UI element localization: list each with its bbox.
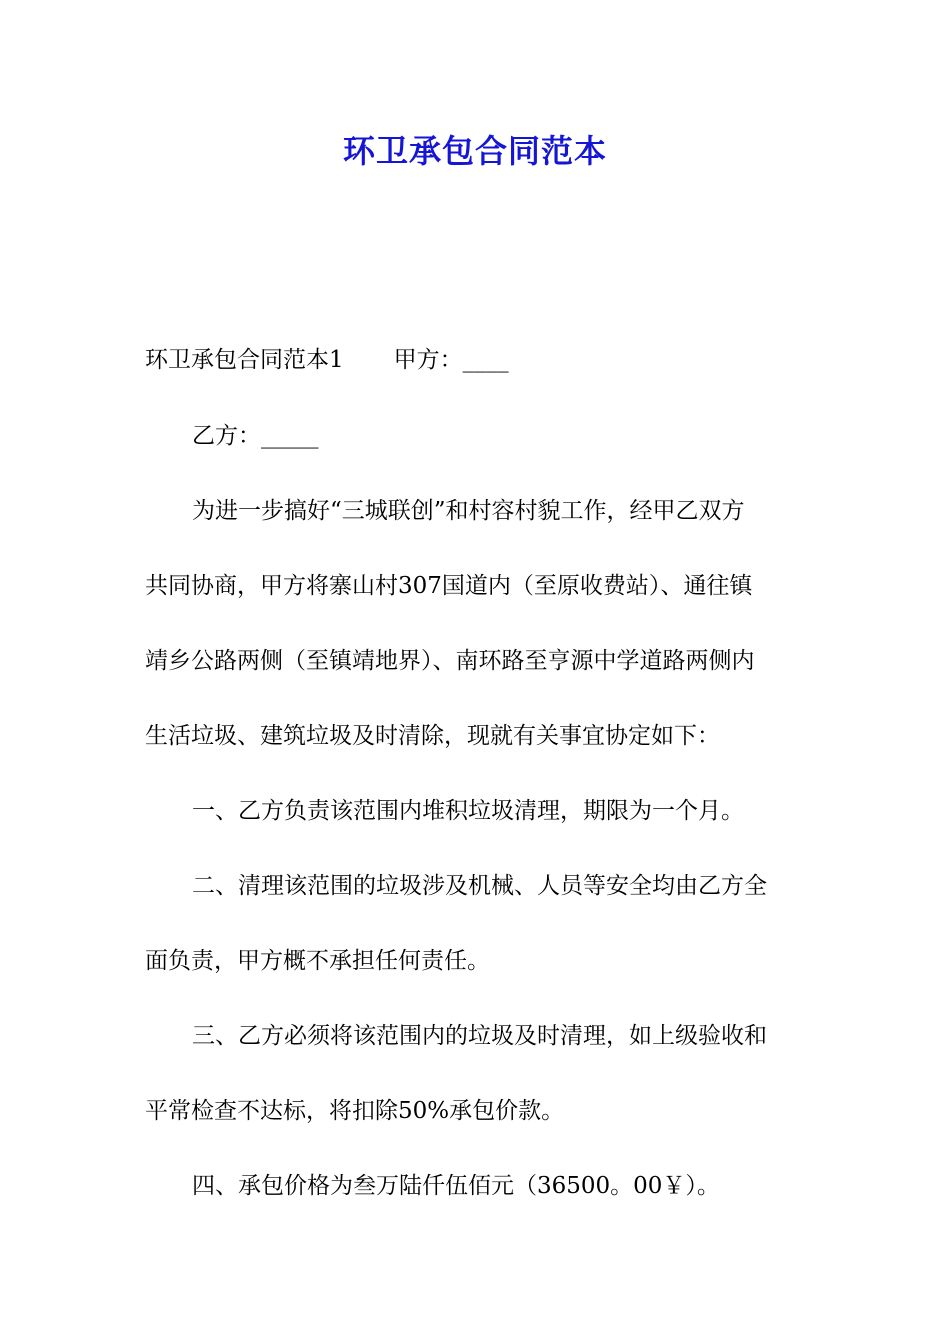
document-body xyxy=(145,345,810,1199)
paragraph-line: 靖乡公路两侧（至镇靖地界）、南环路至亨源中学道路两侧内 xyxy=(145,648,755,674)
party-b-label: 乙方： xyxy=(192,423,261,449)
paragraph-line: 四、承包价格为叁万陆仟伍佰元（36500。00￥）。 xyxy=(192,1173,720,1199)
party-b-blank: _____ xyxy=(261,423,319,449)
paragraph-line: 三、乙方必须将该范围内的垃圾及时清理，如上级验收和 xyxy=(192,1023,767,1049)
paragraph-line: 为进一步搞好“三城联创”和村容村貌工作，经甲乙双方 xyxy=(192,498,745,524)
section-heading: 环卫承包合同范本1 xyxy=(145,347,344,373)
paragraph-line: 面负责，甲方概不承担任何责任。 xyxy=(145,948,490,974)
paragraph-line: 共同协商，甲方将寨山村307国道内（至原收费站）、通往镇 xyxy=(145,573,753,599)
paragraph-line: 生活垃圾、建筑垃圾及时清除，现就有关事宜协定如下： xyxy=(145,723,720,749)
paragraph-line: 平常检查不达标，将扣除50%承包价款。 xyxy=(145,1098,565,1124)
party-a-blank: ____ xyxy=(462,347,509,373)
document-title: 环卫承包合同范本 xyxy=(342,132,607,170)
heading-line xyxy=(145,345,509,375)
party-a-label: 甲方： xyxy=(393,347,463,373)
paragraph-line: 二、清理该范围的垃圾涉及机械、人员等安全均由乙方全 xyxy=(192,873,767,899)
party-b-line xyxy=(192,421,319,451)
paragraph-line: 一、乙方负责该范围内堆积垃圾清理，期限为一个月。 xyxy=(192,798,744,824)
